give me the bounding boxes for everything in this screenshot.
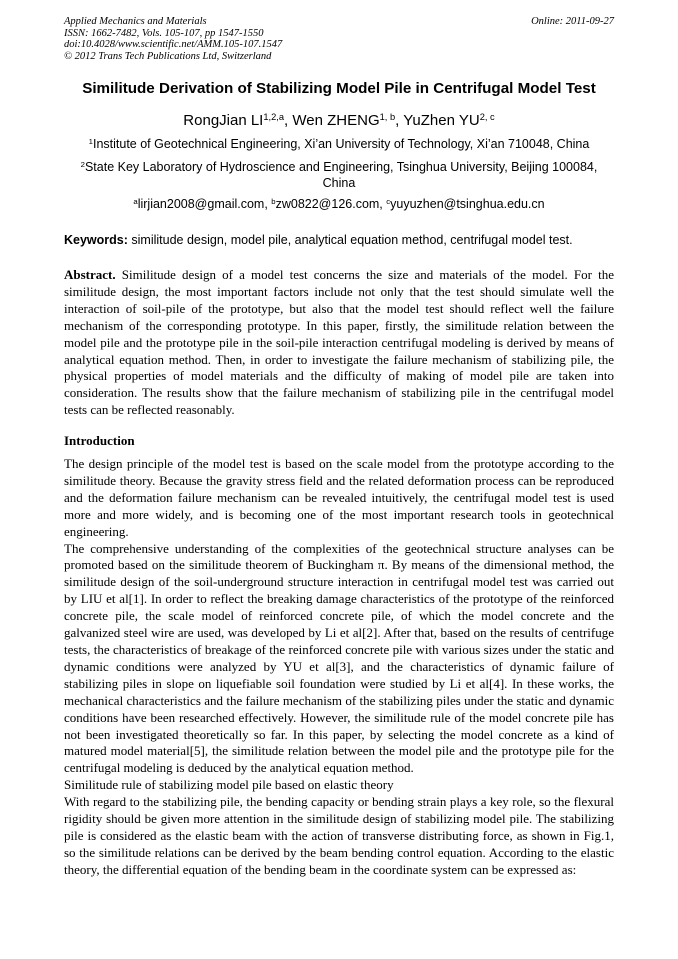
copyright-line: © 2012 Trans Tech Publications Ltd, Switzerland [64, 50, 272, 62]
author-sup: 1, b [379, 111, 396, 122]
email-link[interactable]: yuyuzhen@tsinghua.edu.cn [390, 197, 545, 211]
journal-name: Applied Mechanics and Materials [64, 16, 207, 27]
abstract-label: Abstract. [64, 267, 116, 282]
paragraph: The comprehensive understanding of the complexities of the geotechnical structure analyses can be promoted based on the similitude theorem of Buckingham π. By means of the dimensional method, the similitude design of the soil-underground structure interaction in centrifugal model test was carried out by LIU et al[1]. In order to reflect the breaking damage characteristics of the prototype of the reinforced concrete pile, the scale model of reinforced concrete pile, of which the model concrete and the galvanized steel wire are used, was developed by Li et al[2]. After that, based on the results of centrifuge tests, the characteristics of breakage of the reinforced concrete pile with various sizes under the static and dynamic conditions were analyzed by YU et al[3], and the characteristics of dynamic failure of stabilizing piles in slope on liquefiable soil foundation were studied by Li et al[4]. In these works, the mechanical characteristics and the failure mechanism of the stabilizing piles under the static and dynamic conditions have been researched effectively. However, the similitude rule of the model concrete pile has not been investigated theoretically so far. In this paper, by selecting the model concrete as a kind of matured model material[5], the similitude relation between the model pile and the prototype pile for the centrifugal modeling is deduced by the analytical equation method. [64, 540, 614, 776]
keywords-text: similitude design, model pile, analytical equation method, centrifugal model test. [127, 233, 573, 247]
keywords-label: Keywords: [64, 233, 128, 247]
author-list: RongJian LI$^{1,2,a}$, Wen ZHENG$^{1, b}$, YuZhen YU$^{2, c}$ [183, 111, 495, 129]
keywords [64, 233, 624, 247]
paragraph: With regard to the stabilizing pile, the bending capacity or bending strain plays a key role, so the flexural rigidity should be given more attention in the similitude design of stabilizing model pile. The stabilizing pile is considered as the elastic beam with the action of transverse distributing force, as shown in Fig.1, so the similitude relations can be derived by the beam bending control equation. According to the elastic theory, the differential equation of the bending beam in the coordinate system can be expressed as: [64, 794, 614, 877]
paper-title: Similitude Derivation of Stabilizing Model Pile in Centrifugal Model Test [82, 80, 596, 97]
affiliation-1: $^1$Institute of Geotechnical Engineering, Xi’an University of Technology, Xi’an 710048, China [88, 136, 590, 151]
author-name: Wen ZHENG [292, 112, 380, 129]
section-heading-introduction: Introduction [64, 433, 135, 448]
paragraph: The design principle of the model test is based on the scale model from the prototype according to the similitude theory. Because the gravity stress field and the related deformation process can be reproduced and the deformation failure mechanism can be revealed intuitively, the centrifugal model test is used more and more widely, and is becoming one of the most important research tools in geotechnical engineering. [64, 456, 614, 539]
introduction-body [64, 456, 614, 879]
author-name: RongJian LI [183, 112, 264, 129]
subsection-heading: Similitude rule of stabilizing model pile based on elastic theory [64, 777, 394, 793]
author-sup: 2, c [479, 111, 495, 122]
doi-line: doi:10.4028/www.scientific.net/AMM.105-107.1547 [64, 39, 283, 50]
abstract-text: Similitude design of a model test concerns the size and materials of the model. For the similitude design, the most important factors include not only that the test should simulate well the interaction of soil-pile of the prototype, but also that the model test should reflect well the failure mechanism of the corresponding prototype. In this paper, firstly, the similitude relation between the model pile and the prototype pile in the soil-pile interaction centrifugal modeling is derived by means of analytical equation method. Then, in order to investigate the failure mechanism of stabilizing pile, the physical properties of model materials and the difficulty of making of model pile are taken into consideration. The results show that the failure mechanism of stabilizing pile in the centrifugal model tests can be reflected reasonably. [64, 267, 614, 418]
email-link[interactable]: zw0822@126.com, [275, 197, 387, 211]
email-link[interactable]: lirjian2008@gmail.com, [137, 197, 272, 211]
journal-header [64, 16, 282, 62]
issn-line: ISSN: 1662-7482, Vols. 105-107, pp 1547-1550 [64, 27, 264, 39]
online-date: Online: 2011-09-27 [531, 16, 614, 27]
author-emails: $^a$lirjian2008@gmail.com, $^b$zw0822@126.com, $^c$yuyuzhen@tsinghua.edu.cn [133, 196, 545, 211]
abstract [64, 267, 614, 419]
affiliation-2: $^2$State Key Laboratory of Hydroscience and Engineering, Tsinghua University, Beijing 100084, China [80, 159, 598, 190]
author-sup: 1,2,a [263, 111, 285, 122]
author-name: YuZhen YU [403, 112, 480, 129]
